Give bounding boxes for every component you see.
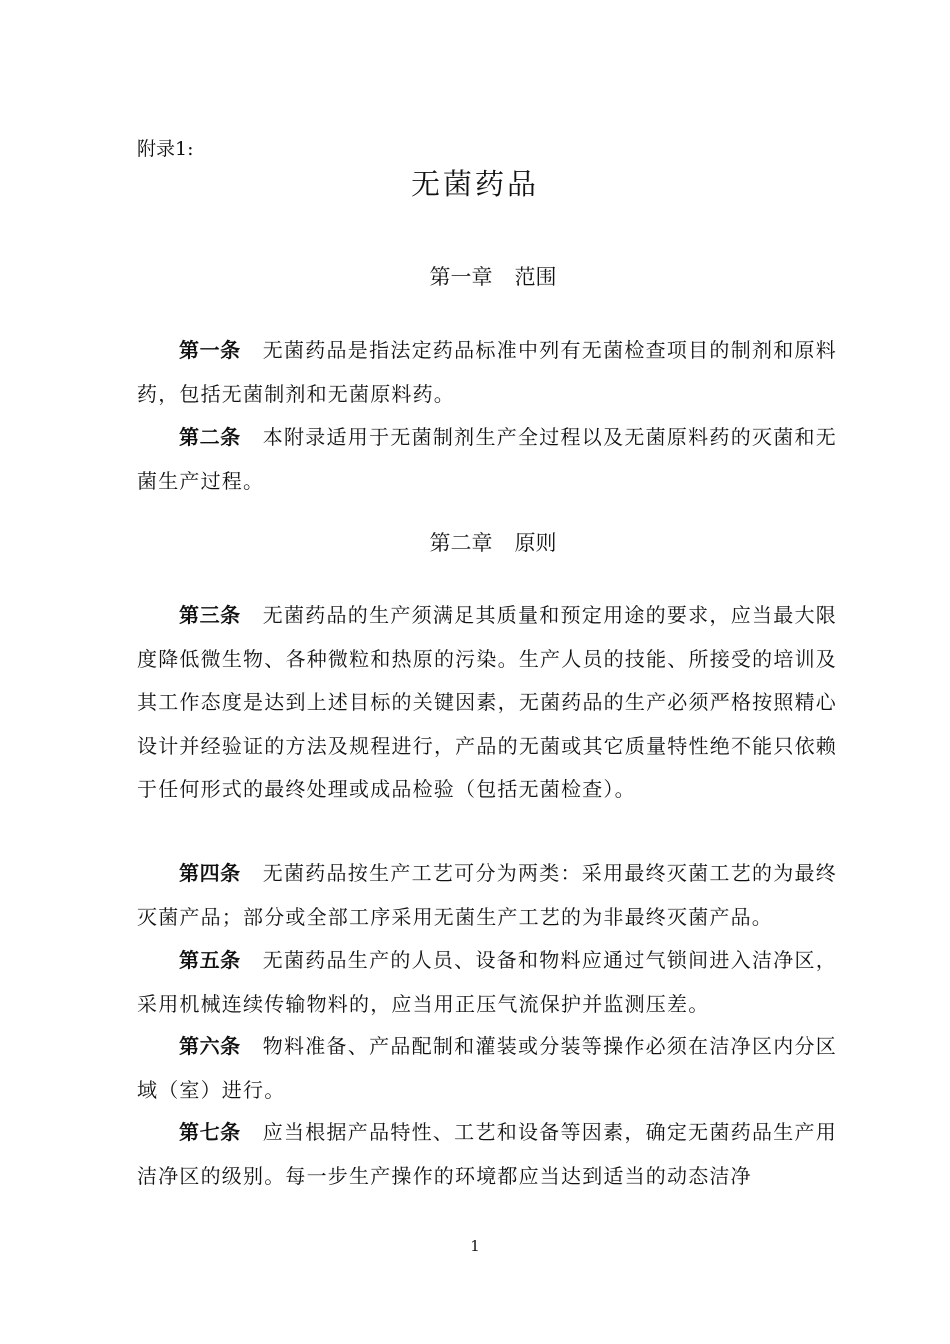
article-text: 应当根据产品特性、工艺和设备等因素，确定无菌药品生产用洁净区的级别。每一步生产操作的环境都应当达到适当的动态洁净 <box>137 1120 837 1188</box>
article-text: 物料准备、产品配制和灌装或分装等操作必须在洁净区内分区域（室）进行。 <box>137 1034 837 1102</box>
article-label: 第一条 <box>179 338 241 362</box>
article-5 <box>137 939 837 1026</box>
article-6 <box>137 1025 837 1112</box>
article-1 <box>137 329 837 416</box>
article-label: 第六条 <box>179 1034 241 1058</box>
article-text: 无菌药品按生产工艺可分为两类：采用最终灭菌工艺的为最终灭菌产品；部分或全部工序采用无菌生产工艺的为非最终灭菌产品。 <box>137 861 837 929</box>
article-label: 第五条 <box>179 948 241 972</box>
article-label: 第二条 <box>179 425 241 449</box>
article-label: 第三条 <box>179 603 241 627</box>
article-text: 无菌药品是指法定药品标准中列有无菌检查项目的制剂和原料药，包括无菌制剂和无菌原料药。 <box>137 338 837 406</box>
document-title: 无菌药品 <box>410 167 539 201</box>
article-3 <box>137 594 837 812</box>
article-4 <box>137 852 837 939</box>
chapter-name: 范围 <box>514 265 557 289</box>
article-2 <box>137 416 837 503</box>
article-text: 无菌药品生产的人员、设备和物料应通过气锁间进入洁净区，采用机械连续传输物料的，应当用正压气流保护并监测压差。 <box>137 948 837 1016</box>
article-text: 本附录适用于无菌制剂生产全过程以及无菌原料药的灭菌和无菌生产过程。 <box>137 425 837 493</box>
chapter-number: 第二章 <box>429 531 493 555</box>
article-text: 无菌药品的生产须满足其质量和预定用途的要求，应当最大限度降低微生物、各种微粒和热原的污染。生产人员的技能、所接受的培训及其工作态度是达到上述目标的关键因素，无菌药品的生产必须严格按照精心设计并经验证的方法及规程进行，产品的无菌或其它质量特性绝不能只依赖于任何形式的最终处理或成品检验（包括无菌检查）。 <box>137 603 837 801</box>
page-number: 1 <box>470 1237 480 1255</box>
article-label: 第七条 <box>179 1120 241 1144</box>
chapter-heading-1 <box>0 262 950 292</box>
chapter-heading-2 <box>0 528 950 558</box>
article-label: 第四条 <box>179 861 241 885</box>
chapter-number: 第一章 <box>429 265 493 289</box>
chapter-name: 原则 <box>514 531 557 555</box>
article-7 <box>137 1111 837 1198</box>
appendix-label: 附录1: <box>137 138 194 160</box>
